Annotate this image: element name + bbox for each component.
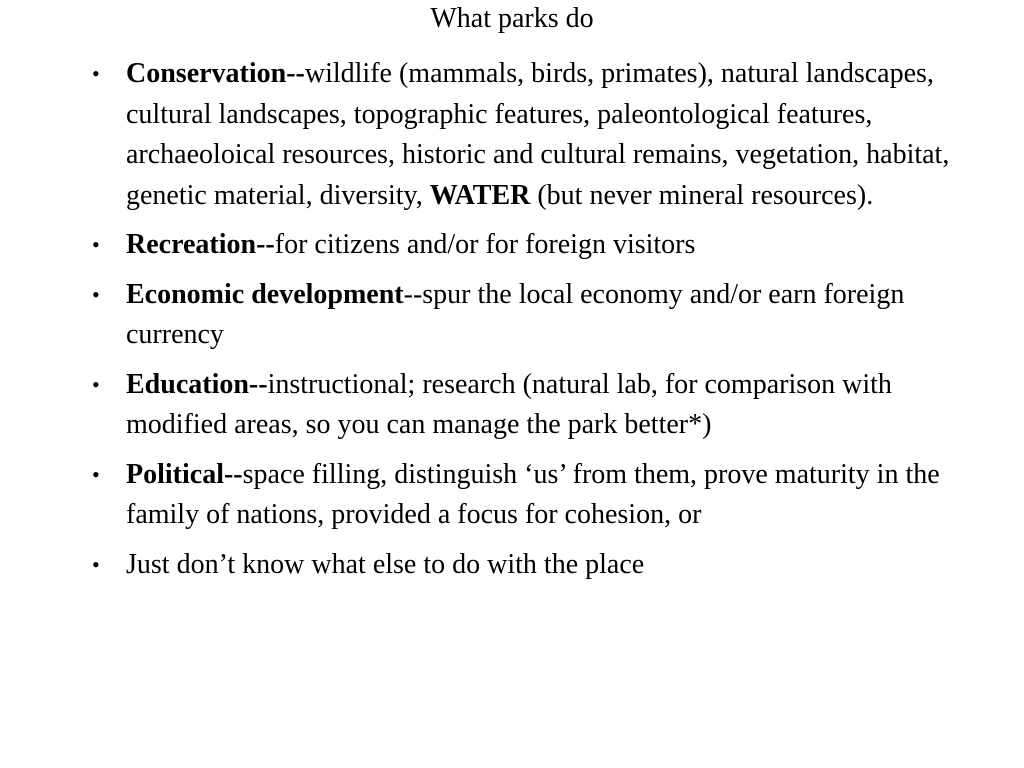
bullet-economic-development (92, 275, 972, 356)
bullet-term: Economic development (126, 278, 404, 310)
bullet-political (92, 455, 972, 536)
bullet-conservation (92, 54, 972, 216)
bullet-text-after: (but never mineral resources). (530, 179, 874, 211)
bullet-term: Conservation-- (126, 58, 305, 89)
bullet-text: space filling, distinguish ‘us’ from them, prove maturity in the family of nations, provided a focus for cohesion, or (126, 458, 940, 530)
bullet-text: --spur the local economy and/or earn foreign currency (126, 278, 905, 350)
bullet-text: wildlife (mammals, birds, primates), natural landscapes, cultural landscapes, topographic features, paleontological features, archaeoloical resources, historic and cultural remains, vegetation, habitat, genetic material, diversity, (126, 58, 950, 211)
bullet-term: Education-- (126, 368, 268, 400)
bullet-emphasis: WATER (429, 179, 531, 211)
bullet-other (92, 545, 972, 586)
slide-title: What parks do (430, 3, 594, 34)
bullet-education (92, 365, 972, 446)
bullet-icon: • (92, 461, 100, 487)
bullet-term: Recreation-- (126, 229, 275, 260)
bullet-icon: • (92, 281, 100, 307)
bullet-icon: • (92, 371, 100, 397)
bullet-icon: • (92, 232, 100, 257)
bullet-icon: • (92, 551, 100, 577)
bullet-text: for citizens and/or for foreign visitors (274, 229, 696, 260)
bullet-text: Just don’t know what else to do with the place (126, 548, 645, 580)
bullet-recreation (92, 225, 972, 266)
bullet-term: Political-- (126, 458, 243, 490)
bullet-list (92, 54, 972, 594)
bullet-icon: • (92, 61, 100, 86)
bullet-text: instructional; research (natural lab, for comparison with modified areas, so you can manage the park better*) (126, 368, 892, 440)
